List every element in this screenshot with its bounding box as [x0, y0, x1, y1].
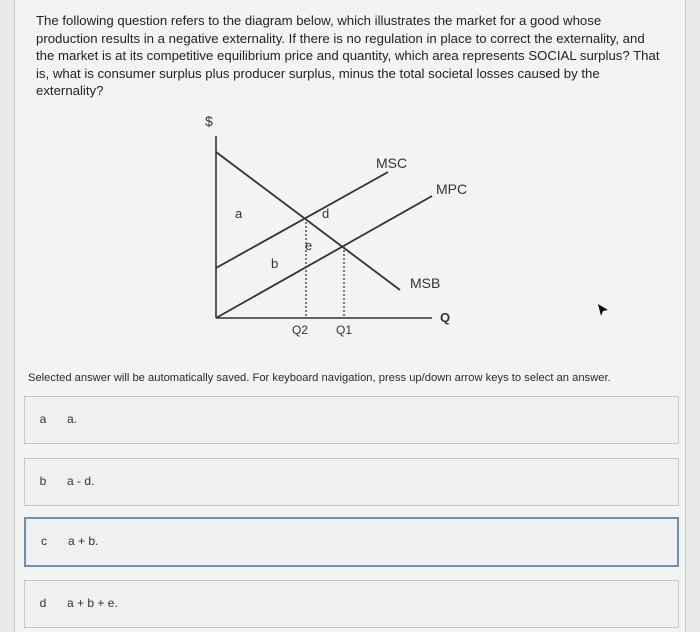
mouse-cursor-icon	[596, 302, 612, 320]
option-letter: b	[39, 474, 47, 488]
option-text: a + b.	[68, 534, 99, 548]
area-b-label: b	[271, 256, 279, 271]
option-text: a + b + e.	[67, 596, 118, 610]
mpc-label: MPC	[436, 181, 468, 197]
option-text: a - d.	[67, 474, 95, 488]
question-text: The following question refers to the diagram below, which illustrates the market for a good whose production results in a negative externality. If there is no regulation in place to correct the externality, and the market is at its competitive equilibrium price and quantity, which area represents SOCIAL surplus? That is, what is consumer surplus plus producer surplus, minus the total societal losses caused by the externality?	[36, 13, 660, 98]
y-axis-label: $	[205, 113, 213, 129]
msc-label: MSC	[376, 155, 408, 171]
q2-label: Q2	[292, 323, 309, 337]
area-a-label: a	[235, 206, 243, 221]
answer-option-a[interactable]	[24, 396, 679, 444]
answer-option-b[interactable]	[24, 458, 679, 506]
answer-option-c[interactable]	[24, 517, 679, 567]
option-text: a.	[67, 412, 78, 426]
msb-label: MSB	[410, 275, 441, 291]
msb-curve	[216, 152, 400, 290]
answer-option-d[interactable]	[24, 580, 679, 628]
option-letter: a	[39, 412, 47, 426]
option-letter: c	[41, 534, 47, 548]
option-letter: d	[39, 596, 47, 610]
x-axis-label: Q	[440, 310, 451, 325]
autosave-instructions: Selected answer will be automatically saved. For keyboard navigation, press up/down arrow keys to select an answer.	[28, 372, 611, 384]
q1-label: Q1	[336, 323, 353, 337]
area-e-label: e	[305, 238, 313, 253]
area-d-label: d	[322, 206, 330, 221]
